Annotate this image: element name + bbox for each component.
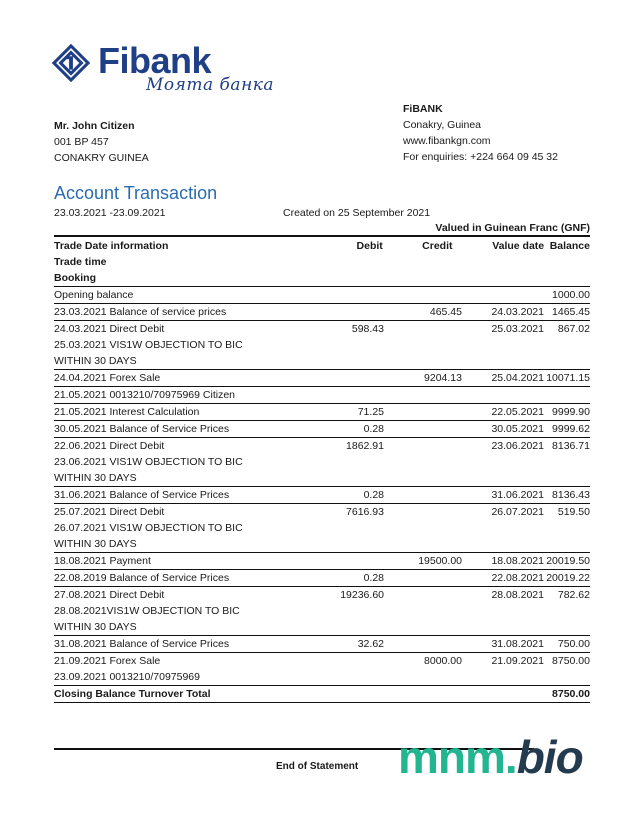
header-balance: Balance <box>549 240 590 252</box>
customer-address-line1: 001 BP 457 <box>54 136 109 148</box>
table-row <box>54 636 590 653</box>
cell-description: 24.03.2021 Direct Debit <box>54 323 165 335</box>
cell-value-date: 18.08.2021 <box>491 555 544 567</box>
cell-description: 21.09.2021 Forex Sale <box>54 655 161 667</box>
row-line <box>54 421 590 437</box>
cell-balance <box>544 387 590 403</box>
cell-description: WITHIN 30 DAYS <box>54 355 137 367</box>
cell-debit: 1862.91 <box>346 440 384 452</box>
cell-credit <box>384 636 462 652</box>
bank-enquiries: For enquiries: +224 664 09 45 32 <box>403 151 558 163</box>
cell-credit: 465.45 <box>429 306 462 318</box>
row-line <box>54 603 590 619</box>
cell-value-date: 25.04.2021 <box>491 372 544 384</box>
cell-debit <box>334 287 384 303</box>
cell-debit <box>334 304 384 320</box>
header-credit: Credit <box>422 240 453 252</box>
cell-balance: 20019.50 <box>546 555 590 567</box>
cell-balance: 10071.15 <box>546 372 590 384</box>
cell-balance: 782.62 <box>557 589 590 601</box>
cell-description: 31.08.2021 Balance of Service Prices <box>54 638 230 650</box>
table-row <box>54 487 590 504</box>
row-line <box>54 536 590 552</box>
cell-balance: 1000.00 <box>552 289 590 301</box>
row-line <box>54 438 590 454</box>
cell-description: 22.06.2021 Direct Debit <box>54 440 165 452</box>
cell-balance: 1465.45 <box>552 306 590 318</box>
logo-tagline: Моята банка <box>146 75 275 95</box>
cell-debit <box>334 553 384 569</box>
statement-period: 23.03.2021 -23.09.2021 <box>54 207 166 219</box>
cell-description: WITHIN 30 DAYS <box>54 538 137 550</box>
cell-balance: 750.00 <box>557 638 590 650</box>
cell-debit <box>334 370 384 386</box>
cell-credit: 19500.00 <box>418 555 462 567</box>
cell-description: WITHIN 30 DAYS <box>54 472 137 484</box>
table-body <box>54 287 590 703</box>
row-line <box>54 686 590 702</box>
cell-value-date: 22.08.2021 <box>491 572 544 584</box>
cell-description: 25.07.2021 Direct Debit <box>54 506 165 518</box>
header-row <box>54 238 590 254</box>
cell-value-date: 26.07.2021 <box>491 506 544 518</box>
cell-debit: 0.28 <box>363 572 384 584</box>
header-row <box>54 254 590 270</box>
cell-value-date: 22.05.2021 <box>491 406 544 418</box>
header-row <box>54 270 590 286</box>
table-row <box>54 653 590 686</box>
table-row <box>54 404 590 421</box>
bank-city: Conakry, Guinea <box>403 119 482 131</box>
row-line <box>54 520 590 536</box>
cell-balance: 8750.00 <box>552 688 590 700</box>
table-row <box>54 370 590 387</box>
customer-address-line2: CONAKRY GUINEA <box>54 152 149 164</box>
cell-debit: 32.62 <box>357 638 384 650</box>
cell-value-date <box>462 287 544 303</box>
table-row <box>54 438 590 487</box>
customer-name: Mr. John Citizen <box>54 120 135 132</box>
currency-note: Valued in Guinean Franc (GNF) <box>435 222 590 234</box>
watermark-part-a: mnm. <box>398 731 517 783</box>
row-line <box>54 619 590 635</box>
header-debit: Debit <box>356 240 383 252</box>
row-line <box>54 487 590 503</box>
row-line <box>54 337 590 353</box>
cell-value-date: 21.09.2021 <box>491 655 544 667</box>
header-booking: Booking <box>54 272 96 284</box>
table-row <box>54 686 590 703</box>
cell-debit: 19236.60 <box>340 589 384 601</box>
row-line <box>54 287 590 303</box>
cell-value-date: 23.06.2021 <box>491 440 544 452</box>
cell-description: 23.09.2021 0013210/70975969 <box>54 671 200 683</box>
header-value-date: Value date <box>492 240 545 252</box>
cell-credit <box>384 587 462 603</box>
cell-debit: 0.28 <box>363 489 384 501</box>
cell-value-date: 31.08.2021 <box>491 638 544 650</box>
fibank-diamond-icon <box>52 44 90 82</box>
cell-credit <box>384 686 462 702</box>
cell-description: 26.07.2021 VIS1W OBJECTION TO BIC <box>54 522 243 534</box>
transactions-table <box>54 237 590 703</box>
row-line <box>54 669 590 685</box>
watermark-part-b: bio <box>516 731 583 783</box>
cell-balance: 8136.71 <box>552 440 590 452</box>
row-line <box>54 387 590 403</box>
cell-debit: 7616.93 <box>346 506 384 518</box>
cell-value-date <box>462 387 544 403</box>
cell-value-date: 30.05.2021 <box>491 423 544 435</box>
header-trade-date: Trade Date information <box>54 240 169 252</box>
cell-description: 27.08.2021 Direct Debit <box>54 589 165 601</box>
cell-debit: 0.28 <box>363 423 384 435</box>
cell-credit <box>384 321 462 337</box>
cell-description: 28.08.2021VIS1W OBJECTION TO BIC <box>54 605 240 617</box>
cell-description: 31.06.2021 Balance of Service Prices <box>54 489 230 501</box>
cell-balance: 9999.90 <box>552 406 590 418</box>
cell-description: 23.06.2021 VIS1W OBJECTION TO BIC <box>54 456 243 468</box>
row-line <box>54 404 590 420</box>
row-line <box>54 470 590 486</box>
cell-description: 18.08.2021 Payment <box>54 555 151 567</box>
cell-description: Closing Balance Turnover Total <box>54 688 211 700</box>
cell-balance: 8136.43 <box>552 489 590 501</box>
cell-credit <box>384 570 462 586</box>
row-line <box>54 636 590 652</box>
cell-description: 23.03.2021 Balance of service prices <box>54 306 227 318</box>
cell-description: 30.05.2021 Balance of Service Prices <box>54 423 230 435</box>
cell-description: 22.08.2019 Balance of Service Prices <box>54 572 230 584</box>
cell-balance: 8750.00 <box>552 655 590 667</box>
cell-credit: 8000.00 <box>424 655 462 667</box>
row-line <box>54 454 590 470</box>
bank-name: FiBANK <box>403 103 443 115</box>
row-line <box>54 304 590 320</box>
cell-value-date: 28.08.2021 <box>491 589 544 601</box>
table-row <box>54 304 590 321</box>
row-line <box>54 353 590 369</box>
table-row <box>54 570 590 587</box>
table-row <box>54 387 590 404</box>
cell-description: 21.05.2021 0013210/70975969 Citizen <box>54 389 235 401</box>
row-line <box>54 570 590 586</box>
cell-balance: 9999.62 <box>552 423 590 435</box>
table-row <box>54 287 590 304</box>
cell-debit <box>334 653 384 669</box>
cell-description: 25.03.2021 VIS1W OBJECTION TO BIC <box>54 339 243 351</box>
cell-balance: 867.02 <box>557 323 590 335</box>
cell-credit <box>384 504 462 520</box>
table-row <box>54 421 590 438</box>
row-line <box>54 653 590 669</box>
customer-address <box>54 118 149 166</box>
cell-balance: 519.50 <box>557 506 590 518</box>
cell-credit <box>384 404 462 420</box>
cell-value-date: 31.06.2021 <box>491 489 544 501</box>
row-line <box>54 504 590 520</box>
table-row <box>54 553 590 570</box>
cell-credit: 9204.13 <box>424 372 462 384</box>
statement-title: Account Transaction <box>54 183 218 203</box>
bank-website: www.fibankgn.com <box>403 135 491 147</box>
cell-credit <box>384 438 462 454</box>
cell-debit: 598.43 <box>351 323 384 335</box>
cell-debit: 71.25 <box>357 406 384 418</box>
cell-value-date: 25.03.2021 <box>491 323 544 335</box>
cell-description: Opening balance <box>54 289 134 301</box>
bank-address <box>403 101 558 165</box>
table-header <box>54 237 590 287</box>
cell-credit <box>384 487 462 503</box>
cell-credit <box>384 421 462 437</box>
row-line <box>54 321 590 337</box>
table-row <box>54 321 590 370</box>
cell-value-date: 24.03.2021 <box>491 306 544 318</box>
logo-wordmark: Fibank <box>98 40 212 81</box>
row-line <box>54 553 590 569</box>
cell-debit <box>334 686 384 702</box>
cell-credit <box>384 387 462 403</box>
fibank-logo <box>52 40 282 100</box>
statement-created-date: Created on 25 September 2021 <box>283 207 431 219</box>
row-line <box>54 587 590 603</box>
cell-credit <box>384 287 462 303</box>
cell-description: 21.05.2021 Interest Calculation <box>54 406 200 418</box>
row-line <box>54 370 590 386</box>
cell-description: WITHIN 30 DAYS <box>54 621 137 633</box>
header-trade-time: Trade time <box>54 256 107 268</box>
watermark-logo <box>398 730 583 784</box>
table-row <box>54 587 590 636</box>
cell-value-date <box>462 686 544 702</box>
end-of-statement: End of Statement <box>276 761 359 772</box>
table-row <box>54 504 590 553</box>
cell-balance: 20019.22 <box>546 572 590 584</box>
cell-debit <box>334 387 384 403</box>
cell-description: 24.04.2021 Forex Sale <box>54 372 161 384</box>
